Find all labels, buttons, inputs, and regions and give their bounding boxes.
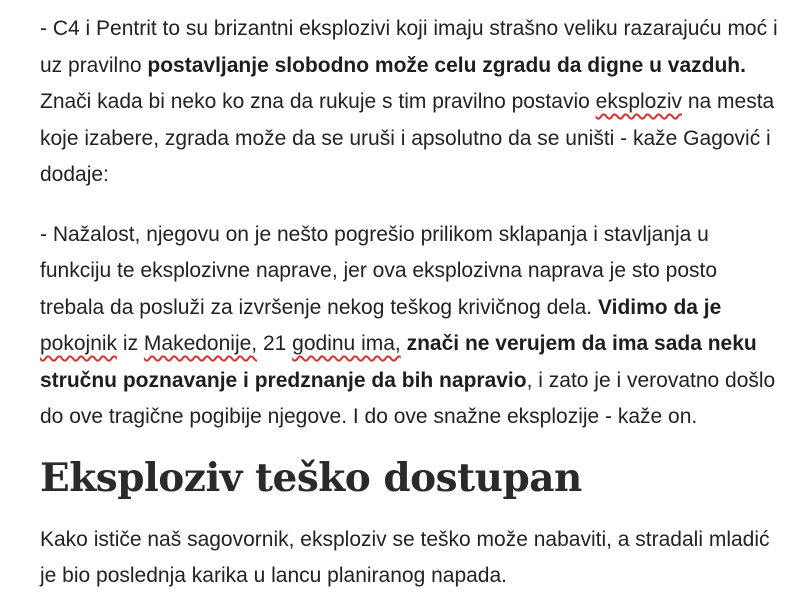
spellcheck-word[interactable]: Makedonije, <box>143 332 258 355</box>
text-run: , i zato je i verovatno došlo do ove tragične pogibije njegove. I do ove snažne eksplozije - kaže on. <box>40 368 776 428</box>
spellcheck-word[interactable]: eksploziv <box>595 90 683 113</box>
bold-text: postavljanje slobodno može celu zgradu da digne u vazduh. <box>147 53 746 77</box>
text-run: iz <box>117 332 144 355</box>
paragraph-body: Kako ističe naš sagovornik, eksploziv se teško može nabaviti, a stradali mladić je bio poslednja karika u lancu planiranog napada. <box>40 527 770 587</box>
article-body <box>40 0 785 595</box>
text-run: Znači kada bi neko ko zna da rukuje s tim pravilno postavio <box>40 90 596 113</box>
text-run: na mesta koje izabere, zgrada može da se uruši i apsolutno da se uništi - kaže Gagović i dodaje: <box>40 90 775 186</box>
text-run: - C4 i Pentrit to su brizantni eksplozivi koji imaju strašno veliku razarajuću moć i uz pravilno <box>40 17 778 77</box>
paragraph-quote-1 <box>40 11 785 194</box>
paragraph-quote-2 <box>40 217 785 436</box>
text-run: - Nažalost, njegovu on je nešto pogrešio prilikom sklapanja i stavljanja u funkciju te eksplozivne naprave, jer ova eksplozivna naprava je sto posto trebala da posluži za izvršenje nekog teškog krivičnog dela. <box>40 222 718 319</box>
text-run: 21 <box>257 332 293 355</box>
spellcheck-word[interactable]: pokojnik <box>40 332 118 355</box>
section-heading: Eksploziv teško dostupan <box>40 454 582 501</box>
spellcheck-word[interactable]: godinu ima, <box>292 332 401 355</box>
bold-text: znači ne verujem da ima sada neku stručnu poznavanje i predznanje da bih napravio <box>40 332 757 392</box>
bold-text: Vidimo da je <box>597 295 722 319</box>
